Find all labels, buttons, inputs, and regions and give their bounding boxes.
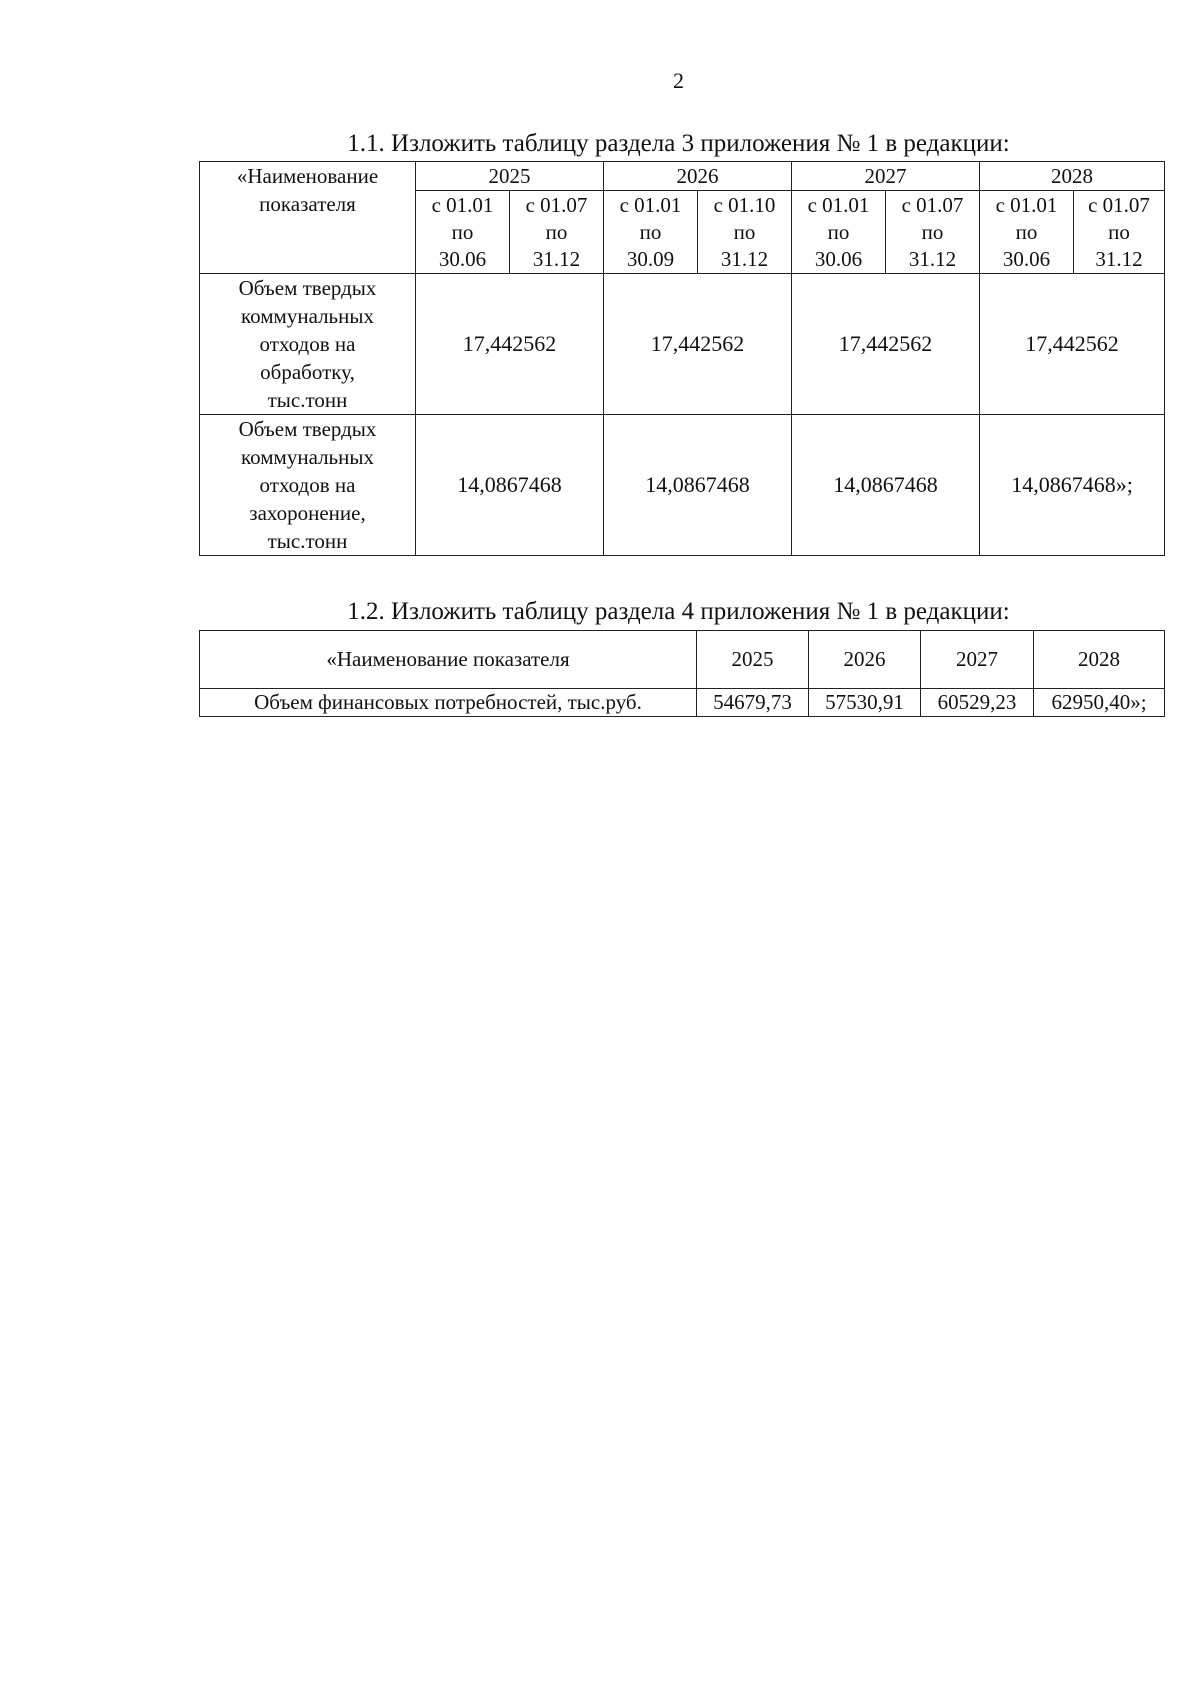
year-header: 2027 [921,631,1034,689]
period-header: с 01.07 по 31.12 [510,191,604,274]
value-cell: 14,0867468 [416,415,604,556]
value-cell: 57530,91 [809,689,921,717]
value-cell: 17,442562 [792,274,980,415]
indicator-header-label: «Наименование показателя [236,164,379,216]
value-cell: 17,442562 [604,274,792,415]
section-2-heading: 1.2. Изложить таблицу раздела 4 приложения № 1 в редакции: [347,598,1010,625]
row-label: Объем твердых коммунальных отходов на захоронение, тыс.тонн [200,415,416,556]
value-cell: 14,0867468 [792,415,980,556]
year-header: 2027 [792,162,980,191]
table-row [200,689,1165,717]
period-header: с 01.10 по 31.12 [698,191,792,274]
year-header: 2025 [416,162,604,191]
value-cell: 17,442562 [416,274,604,415]
period-header: с 01.01 по 30.06 [792,191,886,274]
page-number: 2 [673,68,684,93]
table-row [200,274,1165,415]
year-header: 2028 [980,162,1165,191]
year-header: 2026 [809,631,921,689]
waste-volume-table [199,161,1165,556]
period-header: с 01.01 по 30.06 [416,191,510,274]
period-header: с 01.01 по 30.09 [604,191,698,274]
period-header: с 01.01 по 30.06 [980,191,1074,274]
value-cell: 14,0867468»; [980,415,1165,556]
value-cell: 62950,40»; [1034,689,1165,717]
section-1-heading: 1.1. Изложить таблицу раздела 3 приложения № 1 в редакции: [347,130,1010,157]
period-header: с 01.07 по 31.12 [1074,191,1165,274]
year-header: 2025 [697,631,809,689]
year-header: 2028 [1034,631,1165,689]
value-cell: 60529,23 [921,689,1034,717]
value-cell: 14,0867468 [604,415,792,556]
period-header: с 01.07 по 31.12 [886,191,980,274]
indicator-header-cell [200,162,416,274]
indicator-header-cell: «Наименование показателя [200,631,697,689]
financial-needs-table [199,630,1165,717]
table-row [200,415,1165,556]
value-cell: 17,442562 [980,274,1165,415]
row-label: Объем финансовых потребностей, тыс.руб. [200,689,697,717]
year-header: 2026 [604,162,792,191]
value-cell: 54679,73 [697,689,809,717]
row-label: Объем твердых коммунальных отходов на обработку, тыс.тонн [200,274,416,415]
